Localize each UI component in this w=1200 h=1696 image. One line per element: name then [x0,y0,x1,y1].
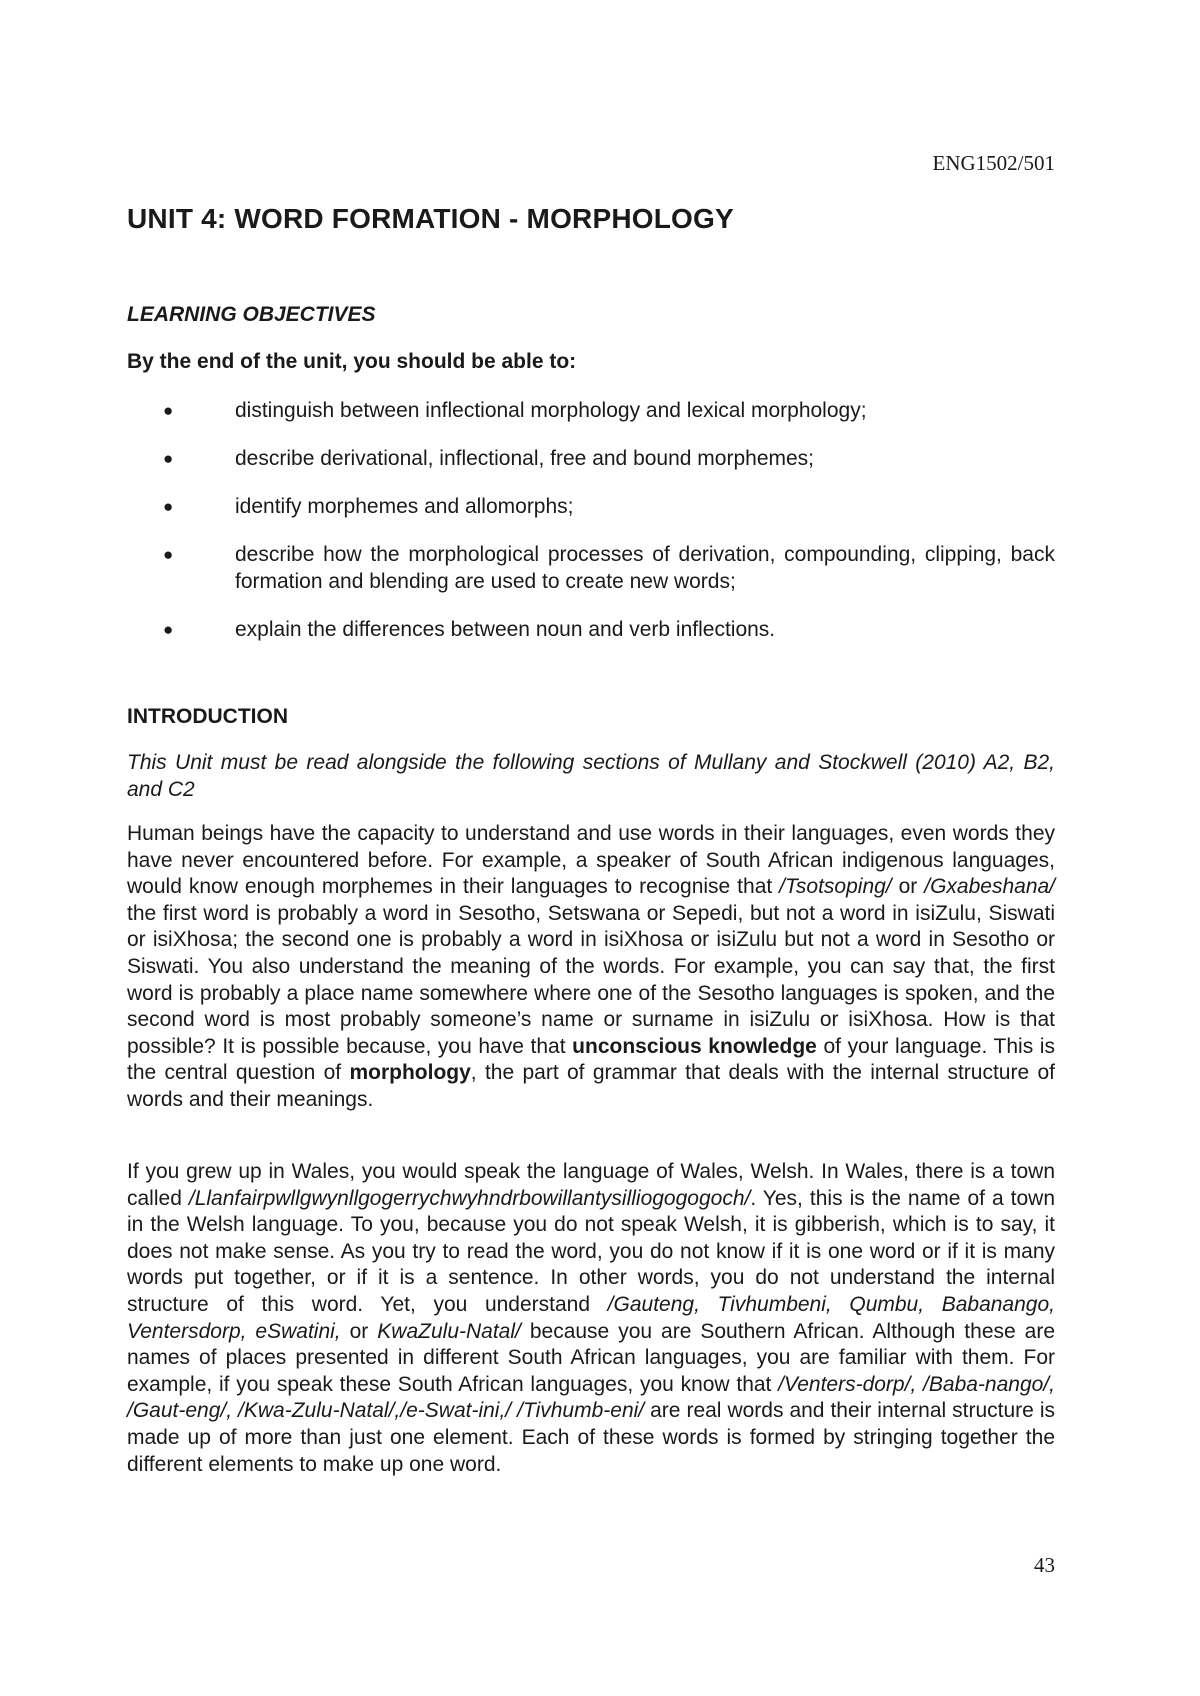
paragraph-text: of your language. This is the central question of [127,1034,1055,1085]
paragraph-text: or [891,875,925,899]
objective-item [127,445,1055,472]
document-page [127,0,1055,1696]
paragraph-text: , the part of grammar that deals with the internal structure of words and their meanings. [127,1061,1055,1111]
learning-objectives-intro: By the end of the unit, you should be able to: [127,350,577,373]
bullet-icon: ● [163,449,174,468]
paragraph-text: or [340,1319,378,1343]
bullet-icon: ● [163,545,174,564]
objective-text: explain the differences between noun and verb inflections. [235,618,776,641]
paragraph-text: the first word is probably a word in Sesotho, Setswana or Sepedi, but not a word in isiZulu, Siswati or isiXhosa; the second one is probably a word in isiXhosa or isiZulu but not a word in Sesotho or Siswati. You also understand the meaning of the words. For example, you can say that, the first word is probably a place name somewhere where one of the Sesotho languages is spoken, and the second word is most probably someone’s name or surname in isiZulu or isiXhosa. How is that possible? It is possible because, you have that [127,901,1055,1058]
example-word: /Gauteng, Tivhumbeni, Qumbu, Babanango, Ventersdorp, eSwatini, [127,1292,1055,1343]
paragraph-text: . Yes, this is the name of a town in the Welsh language. To you, because you do not speak Welsh, it is gibberish, which is to say, it does not make sense. As you try to read the word, you do not know if it is one word or if it is many words put together, or if it is a sentence. In other words, you do not understand the internal structure of this word. Yet, you understand [127,1186,1056,1316]
objective-text: describe derivational, inflectional, free and bound morphemes; [235,447,815,470]
example-word: /Venters-dorp/, /Baba-nango/, /Gaut-eng/, /Kwa-Zulu-Natal/,/e-Swat-ini,/ /Tivhumb-eni/ [127,1372,1055,1423]
objective-text: distinguish between inflectional morphology and lexical morphology; [235,399,867,422]
bullet-icon: ● [163,620,174,639]
bullet-icon: ● [163,497,174,516]
example-word: /Gxabeshana/ [924,875,1056,899]
key-term: unconscious knowledge [572,1034,817,1058]
learning-objectives-list [127,397,1055,664]
objective-item [127,397,1055,424]
objective-text: describe how the morphological processes of derivation, compounding, clipping, back formation and blending are used to create new words; [235,543,1055,593]
bullet-icon: ● [163,401,174,420]
paragraph-text: because you are Southern African. Although these are names of places presented in different South African languages, you are familiar with them. For example, if you speak these South African languages, you know that [127,1319,1056,1396]
example-word: /Llanfairpwllgwynllgogerrychwyhndrbowillantysilliogogogoch/ [188,1186,751,1210]
example-word: KwaZulu-Natal/ [377,1319,521,1343]
objective-text: identify morphemes and allomorphs; [235,495,574,518]
paragraph-text: are real words and their internal structure is made up of more than just one element. Each of these words is formed by stringing together the different elements to make up one word. [127,1399,1056,1476]
example-word: /Tsotsoping/ [779,875,892,899]
course-code: ENG1502/501 [932,151,1055,175]
objective-item [127,541,1055,595]
objective-item [127,616,1055,643]
reading-note: This Unit must be read alongside the following sections of Mullany and Stockwell (2010) A2, B2, and C2 [127,751,1055,801]
introduction-paragraph-2 [127,1159,1055,1478]
introduction-paragraph-1 [127,821,1055,1114]
key-term: morphology [349,1061,471,1085]
unit-title: UNIT 4: WORD FORMATION - MORPHOLOGY [127,203,734,234]
introduction-heading: INTRODUCTION [127,705,288,728]
page-number: 43 [1034,1553,1055,1577]
learning-objectives-heading: LEARNING OBJECTIVES [127,303,376,326]
paragraph-text: Human beings have the capacity to understand and use words in their languages, even words they have never encountered before. For example, a speaker of South African indigenous languages, would know enough morphemes in their languages to recognise that [127,822,1055,899]
objective-item [127,493,1055,520]
paragraph-text: If you grew up in Wales, you would speak the language of Wales, Welsh. In Wales, there is a town called [127,1160,1055,1210]
